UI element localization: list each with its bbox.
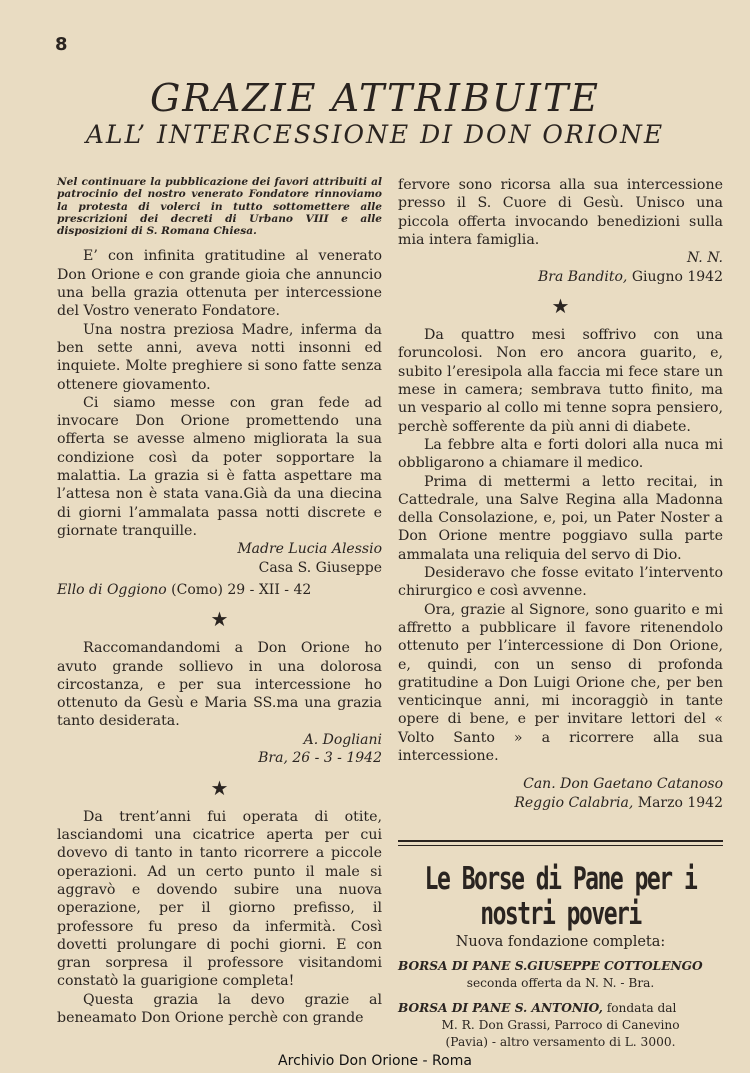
letter4-signature: Can. Don Gaetano Catanoso — [523, 776, 723, 793]
borse-item — [398, 958, 723, 992]
letter1-signature: Madre Lucia Alessio — [237, 541, 382, 558]
letter4-paragraph: Ora, grazie al Signore, sono guarito e mi affretto a pubblicare il favore ritenendolo ottenuto per l’intercessione di Don Orione, e, quindi, con un senso di profonda gratitudine a Don Luigi Orione che, per ben venticinque anni, mi incoraggiò in tante opere di bene, e per invitare lettori del « Volto Santo » a ricorrere alla sua intercessione. — [398, 601, 723, 765]
letter4-paragraph: Prima di mettermi a letto recitai, in Cattedrale, una Salve Regina alla Madonna della Consolazione, e, poi, un Pater Noster a Don Orione mentre poggiavo sulla parte ammalata una reliquia del servo di Dio. — [398, 473, 723, 563]
star-separator-icon: ★ — [210, 775, 229, 800]
letter4-paragraph: Da quattro mesi soffrivo con una foruncolosi. Non ero ancora guarito, e, subito l’eresipola alla faccia mi fece stare un mese in camera; sembrava tutto finito, ma un vespario al collo mi tenne sopra pensiero, perchè sofferente da più anni di diabete. — [398, 327, 723, 435]
letter1-signature-house: Casa S. Giuseppe — [258, 559, 382, 576]
borse-item-name: BORSA DI PANE S.GIUSEPPE COTTOLENGO — [398, 959, 703, 974]
letter3-place-date: Bra Bandito, Giugno 1942 — [538, 268, 723, 285]
letter1-paragraph: Una nostra preziosa Madre, inferma da ben sette anni, aveva notti insonni ed inquiete. Molte preghiere si sono fatte senza ottenere giovamento. — [57, 321, 382, 393]
borse-item-detail: M. R. Don Grassi, Parroco di Canevino — [441, 1018, 680, 1033]
letter3-paragraph: Da trent’anni fui operata di otite, lasciandomi una cicatrice aperta per cui dovevo di tanto in tanto ricorrere a piccole operazioni. Ad un certo punto il male si aggravò e dovendo subire una nuova operazione, per il giorno prefisso, il professore fu preso da infermità. Così dovetti prolungare di pochi giorni. E con gran sorpresa il professore visitandomi constatò la guarigione completa! — [57, 808, 382, 990]
section-divider — [398, 840, 723, 842]
star-separator-icon: ★ — [551, 294, 570, 319]
letter1-paragraph: Ci siamo messe con gran fede ad invocare Don Orione promettendo una offerta se avesse almeno migliorata la sua condizione così da poter sopportare la malattia. La grazia si è fatta aspettare ma l’attesa non è stata vana.Già da una diecina di giorni l’ammalata passa notti discrete e giornate tranquille. — [57, 394, 382, 539]
letter2-place-date: Bra, 26 - 3 - 1942 — [258, 750, 382, 767]
letter3-paragraph: Questa grazia la devo grazie al beneamato Don Orione perchè con grande — [57, 991, 382, 1026]
article-title: GRAZIE ATTRIBUITE — [149, 76, 601, 120]
letter1-paragraph: E’ con infinita gratitudine al venerato Don Orione e con grande gioia che annuncio una bella grazia ottenuta per intercessione del Vostro venerato Fondatore. — [57, 248, 382, 320]
left-column — [57, 176, 382, 1027]
letter1-place-date: Ello di Oggiono (Como) 29 - XII - 42 — [57, 582, 312, 599]
section-divider-thin — [398, 845, 723, 846]
letter2-signature: A. Dogliani — [303, 731, 382, 748]
letter3-signature: N. N. — [686, 250, 723, 267]
star-separator-icon: ★ — [210, 607, 229, 632]
borse-item — [398, 1000, 723, 1051]
letter4-place-date: Reggio Calabria, Marzo 1942 — [514, 794, 723, 811]
borse-heading: Le Borse di Pane per i nostri poveri — [424, 862, 697, 933]
intro-note: Nel continuare la pubblicazione dei favori attribuiti al patrocinio del nostro venerato Fondatore rinnoviamo la protesta di volerci in tutto sottomettere alle prescrizioni dei decreti di Urbano VIII e alle disposizioni di S. Romana Chiesa. — [57, 176, 382, 238]
archive-footer: Archivio Don Orione - Roma — [278, 1053, 472, 1069]
article-subtitle: ALL’ INTERCESSIONE DI DON ORIONE — [85, 120, 665, 149]
letter2-paragraph: Raccomandandomi a Don Orione ho avuto grande sollievo in una dolorosa circostanza, e per sua intercessione ho ottenuto da Gesù e Maria SS.ma una grazia tanto desiderata. — [57, 640, 382, 730]
borse-item-detail: seconda offerta da N. N. - Bra. — [466, 976, 655, 991]
borse-subtitle: Nuova fondazione completa: — [455, 934, 666, 951]
letter4-paragraph: Desideravo che fosse evitato l’intervento chirurgico e così avvenne. — [398, 565, 723, 600]
page-number: 8 — [55, 34, 68, 55]
letter3-paragraph: fervore sono ricorsa alla sua intercessione presso il S. Cuore di Gesù. Unisco una piccola offerta invocando benedizioni sulla mia intera famiglia. — [398, 177, 723, 248]
borse-item-detail: (Pavia) - altro versamento di L. 3000. — [445, 1035, 676, 1050]
borse-item-line: BORSA DI PANE S. ANTONIO, fondata dal — [398, 1001, 677, 1016]
right-column — [398, 176, 723, 1051]
letter4-paragraph: La febbre alta e forti dolori alla nuca mi obbligarono a chiamare il medico. — [398, 436, 723, 472]
